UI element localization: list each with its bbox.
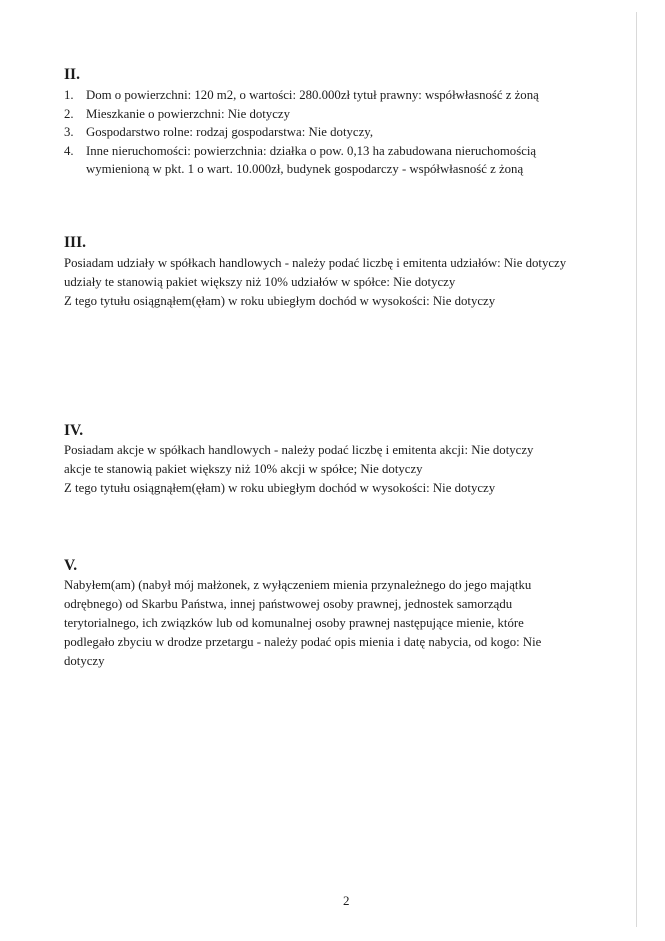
paragraph-line: Z tego tytułu osiągnąłem(ęłam) w roku ubiegłym dochód w wysokości: Nie dotyczy bbox=[64, 481, 496, 495]
assets-list bbox=[64, 86, 624, 179]
paragraph-line: Z tego tytułu osiągnąłem(ęłam) w roku ubiegłym dochód w wysokości: Nie dotyczy bbox=[64, 294, 496, 308]
list-item-number: 1. bbox=[64, 88, 74, 102]
list-item-text: Mieszkanie o powierzchni: Nie dotyczy bbox=[86, 106, 290, 121]
section-heading-iv: IV. bbox=[64, 422, 84, 439]
stocks-paragraph bbox=[64, 441, 630, 498]
list-item-text: Gospodarstwo rolne: rodzaj gospodarstwa: Nie dotyczy, bbox=[86, 125, 374, 139]
list-item-number: 4. bbox=[64, 143, 74, 158]
paragraph-line: terytorialnego, ich związków lub od komunalnej osoby prawnej następujące mienie, które bbox=[64, 616, 524, 630]
paragraph-line: udziały te stanowią pakiet większy niż 10% udziałów w spółce: Nie dotyczy bbox=[64, 275, 456, 289]
list-item-number: 2. bbox=[64, 106, 74, 121]
list-item-text: Dom o powierzchni: 120 m2, o wartości: 280.000zł tytuł prawny: współwłasność z żoną bbox=[86, 88, 539, 102]
scan-edge-line bbox=[636, 12, 637, 927]
list-item bbox=[64, 123, 624, 142]
list-item bbox=[64, 105, 624, 124]
paragraph-line: akcje te stanowią pakiet większy niż 10% akcji w spółce; Nie dotyczy bbox=[64, 462, 423, 476]
list-item-text: Inne nieruchomości: powierzchnia: działka o pow. 0,13 ha zabudowana nieruchomością bbox=[86, 143, 537, 158]
paragraph-line: Posiadam akcje w spółkach handlowych - należy podać liczbę i emitenta akcji: Nie dotyczy bbox=[64, 443, 534, 457]
section-heading-ii: II. bbox=[64, 66, 80, 83]
list-item-number: 3. bbox=[64, 125, 74, 139]
shares-paragraph bbox=[64, 254, 630, 311]
list-item bbox=[64, 86, 624, 105]
paragraph-line: Nabyłem(am) (nabył mój małżonek, z wyłączeniem mienia przynależnego do jego majątku bbox=[64, 578, 532, 592]
paragraph-line: Posiadam udziały w spółkach handlowych - należy podać liczbę i emitenta udziałów: Nie dotyczy bbox=[64, 256, 567, 270]
paragraph-line: odrębnego) od Skarbu Państwa, innej państwowej osoby prawnej, jednostek samorządu bbox=[64, 597, 513, 611]
page-number: 2 bbox=[343, 893, 350, 908]
paragraph-line: dotyczy bbox=[64, 654, 105, 668]
paragraph-line: podlegało zbyciu w drodze przetargu - należy podać opis mienia i datę nabycia, od kogo: Nie bbox=[64, 635, 542, 649]
acquisitions-paragraph bbox=[64, 576, 630, 671]
section-heading-iii: III. bbox=[64, 234, 86, 251]
list-item-text-continued: wymienioną w pkt. 1 o wart. 10.000zł, budynek gospodarczy - współwłasność z żoną bbox=[86, 162, 524, 176]
section-heading-v: V. bbox=[64, 557, 78, 574]
list-item bbox=[64, 142, 624, 179]
